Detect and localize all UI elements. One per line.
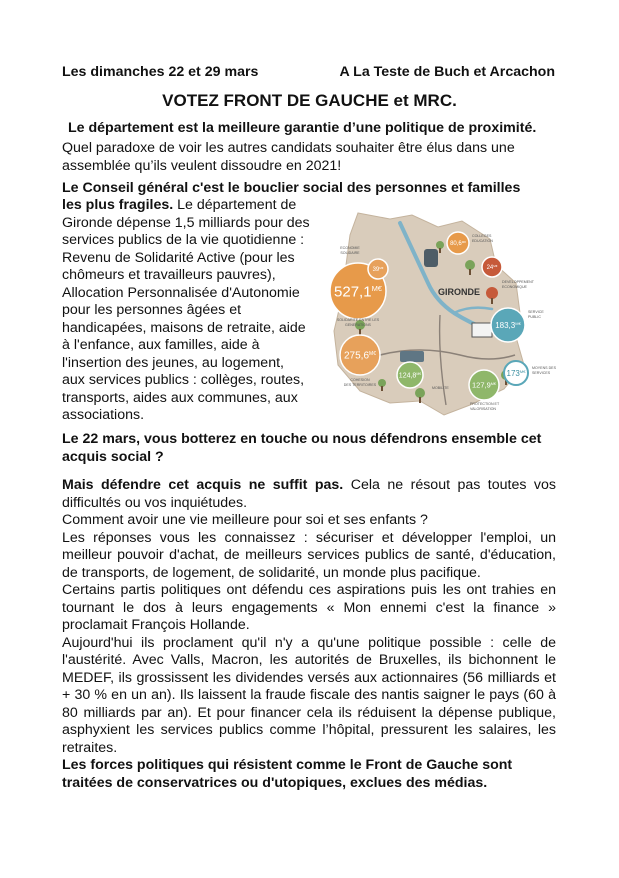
council-line: Allocation Personnalisée d'Autonomie (62, 284, 300, 301)
budget-caption: DES TERRITOIRES (343, 383, 377, 387)
budget-caption: SERVICES (532, 371, 551, 375)
paradox-paragraph: Quel paradoxe de voir les autres candidats souhaiter être élus dans une assemblée qu’ils veulent dissoudre en 2021! (62, 140, 515, 174)
council-lead-tail: Le département de (177, 197, 297, 213)
council-lead-bold: Le Conseil général c'est le bouclier social des personnes et familles (62, 180, 521, 196)
body-p1-rest: Cela ne résout pas toutes vos difficultés ou vos inquiétudes. (62, 477, 556, 511)
budget-caption: PROTECTION ET (470, 402, 500, 406)
council-line-0 (62, 197, 324, 215)
map-place-label: GIRONDE (438, 287, 481, 297)
budget-unit-label: M€ (416, 372, 422, 376)
page-title: VOTEZ FRONT DE GAUCHE et MRC. (162, 91, 457, 110)
budget-caption: SERVICE (528, 310, 544, 314)
budget-caption: SOLIDARITE ENTRE LES (336, 318, 380, 322)
budget-caption: ECONOMIQUE (502, 285, 527, 289)
council-lead (62, 180, 562, 198)
budget-unit-label: M€ (490, 382, 496, 386)
budget-value-label: $275,6^{M€}$ (344, 350, 376, 362)
bus-icon (400, 351, 424, 362)
council-column (62, 197, 324, 425)
council-line: handicapées, maisons de retraite, aide (62, 319, 306, 336)
budget-caption: COHESION (350, 378, 370, 382)
subtitle: Le département est la meilleure garantie d’une politique de proximité. (68, 120, 537, 136)
council-line: services publics de la vie quotidienne : (62, 232, 305, 248)
budget-caption: VALORISATION (470, 407, 497, 411)
council-line: à l'enfance, aux familles, aide à (62, 337, 260, 353)
budget-unit-label: M€ (519, 369, 526, 374)
budget-value-label: $527,1^{M€}$ (334, 283, 382, 301)
gironde-map-svg (320, 205, 565, 420)
main-body (62, 477, 556, 792)
council-line: aux services publics : collèges, routes, (62, 372, 305, 388)
closing-paragraph: Les forces politiques qui résistent comme le Front de Gauche sont traitées de conservatrices ou d'utopiques, exclues des médias. (62, 757, 513, 791)
budget-unit-label: M€ (371, 284, 382, 293)
budget-caption: MOYENS DES (532, 366, 556, 370)
budget-caption: EDUCATION (472, 239, 493, 243)
budget-caption: SOLIDAIRE (340, 251, 360, 255)
council-line: Revenu de Solidarité Active (pour les (62, 249, 295, 266)
body-paragraph-4: Certains partis politiques ont défendu ces aspirations puis les ont trahies en tournant le dos à leurs engagements « Mon ennemi c'est la finance » proclamait François Hollande. (62, 582, 556, 633)
election-dates: Les dimanches 22 et 29 mars (62, 64, 259, 80)
gironde-budget-infographic (320, 205, 565, 420)
body-paragraph-3: Les réponses vous les connaissez : sécuriser et développer l'emploi, un meilleur pouvoir d'achat, de meilleurs services publics de santé, d'éducation, de transports, de logement, de solidarité, un monde plus pacifique. (62, 529, 556, 581)
body-p1-bold: Mais défendre cet acquis ne suffit pas. (62, 477, 344, 493)
budget-value-label: $80,6^{M€}$ (450, 240, 466, 248)
budget-value-label: $127,9^{M€}$ (472, 380, 496, 390)
budget-caption: GENERATIONS (345, 323, 371, 327)
council-lead-bold-2: les plus fragiles. (62, 197, 174, 213)
budget-caption: DEVELOPPEMENT (502, 280, 534, 284)
body-paragraph-2: Comment avoir une vie meilleure pour soi et ses enfants ? (62, 512, 428, 528)
budget-caption: MOBILITE (432, 386, 449, 390)
backpack-icon (424, 249, 438, 267)
budget-value-label: $124,8^{M€}$ (398, 372, 422, 380)
council-line: l'insertion des jeunes, au logement, (62, 354, 284, 371)
budget-value-label: $183,3^{M€}$ (495, 320, 521, 330)
budget-caption: PUBLIC (528, 315, 541, 319)
council-line: transports, aides aux communes, aux (62, 389, 298, 406)
body-paragraph-1 (62, 477, 556, 512)
council-line: Gironde dépense 1,5 milliards pour des (62, 214, 310, 231)
budget-unit-label: M€ (493, 264, 498, 268)
council-line: pour les personnes âgées et (62, 302, 242, 318)
budget-unit-label: M€ (369, 351, 376, 357)
budget-value-label: $39^{M€}$ (372, 266, 384, 274)
election-place: A La Teste de Buch et Arcachon (339, 64, 555, 80)
body-paragraph-5: Aujourd'hui ils proclament qu'il n'y a qu'une politique possible : celle de l'austérité. Avec Valls, Macron, les autorités de Bruxelles, ils bichonnent le MEDEF, ils grossissent les dividendes versés aux actionnaires (56 milliards et + 30 % en un an). Ils laissent la fraude fiscale des nantis saigner le pays (60 à 80 milliards par an). Et pour financer cela ils réduisent la dépense publique, asphyxient les services publics comme l’hôpital, pressurent les salaires, les retraites. (62, 634, 556, 756)
budget-value-label: $173^{M€}$ (506, 368, 526, 378)
presentation-board-icon (472, 323, 492, 337)
budget-caption: ECONOMIE (340, 246, 360, 250)
budget-unit-label: M€ (461, 240, 466, 244)
budget-value-label: $24^{M€}$ (486, 264, 498, 272)
budget-caption: COLLEGES (472, 234, 492, 238)
question-heading: Le 22 mars, vous botterez en touche ou nous défendrons ensemble cet acquis social ? (62, 431, 542, 465)
council-line: associations. (62, 407, 145, 423)
budget-unit-label: M€ (515, 321, 521, 326)
council-line: chômeurs et travailleurs pauvres), (62, 267, 276, 283)
budget-unit-label: M€ (379, 266, 384, 270)
